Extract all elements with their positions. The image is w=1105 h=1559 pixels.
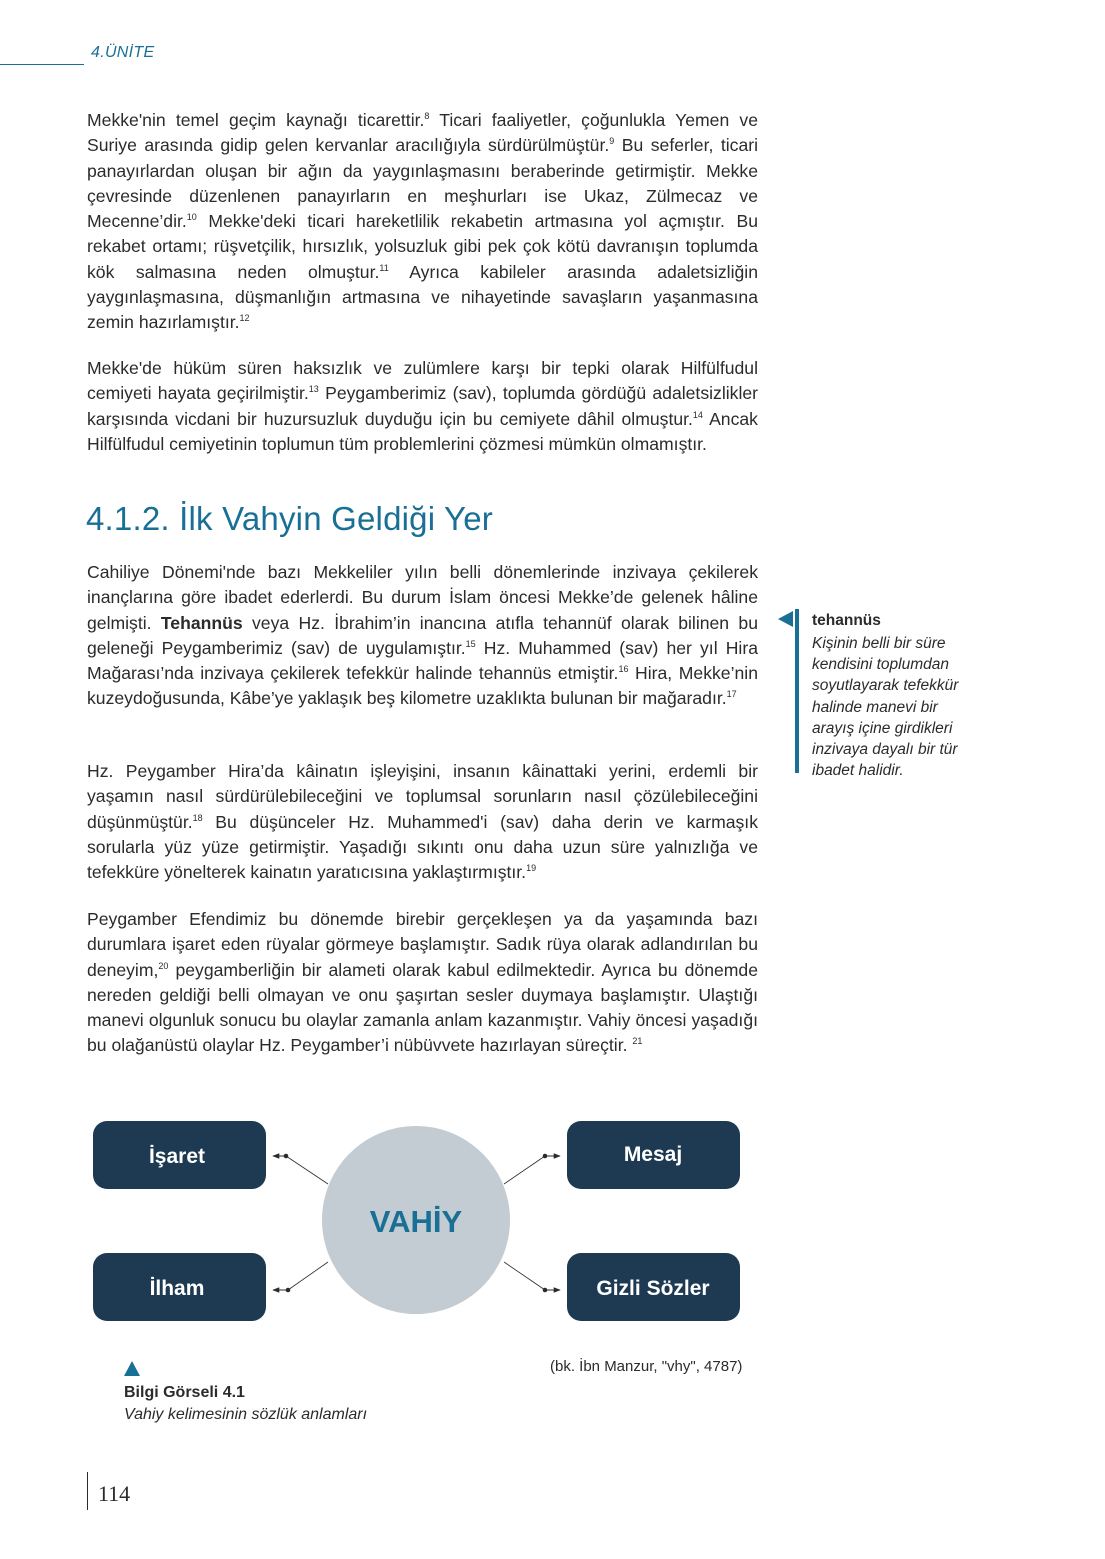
sidebar-term: tehannüs — [812, 612, 881, 629]
node-mesaj — [567, 1121, 740, 1189]
node-gizli-sozler — [567, 1253, 740, 1321]
footnote-ref: 16 — [618, 664, 629, 675]
footnote-ref: 20 — [158, 960, 169, 971]
paragraph-hira: Hz. Peygamber Hira’da kâinatın işleyişini, insanın kâinattaki yerini, erdemli bir yaşamın nasıl sürdürülebileceğini ve toplumsal sorunların nasıl çözülebileceğini düşünmüştür.$^{18}$ Bu düşünceler Hz. Muhammed'i (sav) daha derin ve karmaşık sorularla yüz yüze getirmiştir. Yaşadığı sıkıntı onu daha uzun süre yalnızlığa ve tefekküre yönelterek kainatın yaratıcısına yaklaştırmıştır.$^{19}$ — [87, 761, 758, 883]
footnote-ref: 14 — [692, 409, 703, 420]
footnote-ref: 17 — [726, 689, 737, 700]
bold-term: Tehannüs — [160, 612, 243, 633]
footnote-ref: 21 — [632, 1036, 643, 1047]
footnote-ref: 18 — [192, 812, 203, 823]
paragraph-trade: Mekke'nin temel geçim kaynağı ticarettir.$^8$ Ticari faaliyetler, çoğunlukla Yemen ve Suriye arasında gidip gelen kervanlar aracılığıyla sürdürülmüştür.$^9$ Bu seferler, ticari panayırlardan oluşan bir ağın da yaygınlaşmasını beraberinde getirmiştir. Mekke çevresinde düzenlenen panayırların en meşhurları ise Ukaz, Zülmecaz ve Mecenne’dir.$^{10}$ Mekke'deki ticari hareketlilik rekabetin artmasına yol açmıştır. Bu rekabet ortamı; rüşvetçilik, hırsızlık, yolsuzluk gibi pek çok kötü davranışın toplumda kök salmasına neden olmuştur.$^{11}$ Ayrıca kabileler arasında adaletsizliğin yaygınlaşmasına, düşmanlığın artmasına ve nihayetinde savaşların yaşanmasına zemin hazırlamıştır.$^{12}$ — [87, 110, 758, 333]
footnote-ref: 15 — [465, 639, 476, 650]
unit-label: 4.ÜNİTE — [91, 44, 155, 61]
node-isaret — [93, 1121, 266, 1189]
paragraph-hilfulfudul: Mekke'de hüküm süren haksızlık ve zulümlere karşı bir tepki olarak Hilfülfudul cemiyeti hayata geçirilmiştir.$^{13}$ Peygamberimiz (sav), toplumda gördüğü adaletsizlikler karşısında vicdani bir huzursuzluk duyduğu için bu cemiyete dâhil olmuştur.$^{14}$ Ancak Hilfülfudul cemiyetinin toplumun tüm problemlerini çözmesi mümkün olmamıştır. — [87, 358, 758, 454]
svg-text:İşaret: İşaret — [148, 1145, 206, 1168]
svg-text:Mesaj: Mesaj — [623, 1143, 683, 1166]
figure-source: (bk. İbn Manzur, "vhy", 4787) — [550, 1358, 743, 1375]
connector-top-left — [273, 1154, 328, 1184]
paragraph-tehannus: Cahiliye Dönemi'nde bazı Mekkeliler yılın belli dönemlerinde inzivaya çekilerek inançlarına göre ibadet ederlerdi. Bu durum İslam öncesi Mekke’de gelenek hâline gelmişti. Tehannüs veya Hz. İbrahim’in inancına atıfla tehannüf olarak bilinen bu geleneği Peygamberimiz (sav) de uygulamıştır.$^{15}$ Hz. Muhammed (sav) her yıl Hira Mağarası’nda inzivaya çekilerek tefekkür halinde tehannüs etmiştir.$^{16}$ Hira, Mekke’nin kuzeydoğusunda, Kâbe’ye yaklaşık beş kilometre uzaklıkta bulunan bir mağaradır.$^{17}$ — [87, 562, 758, 709]
footnote-ref: 10 — [186, 212, 197, 223]
page-number: 114 — [98, 1481, 131, 1506]
svg-text:Gizli Sözler: Gizli Sözler — [596, 1277, 710, 1300]
connector-top-right — [504, 1154, 560, 1184]
figure-title: Bilgi Görseli 4.1 — [124, 1384, 245, 1401]
connector-bottom-right — [504, 1262, 560, 1292]
caption-pointer-icon — [124, 1361, 140, 1376]
page-number-rule — [87, 1472, 88, 1510]
footnote-ref: 11 — [379, 262, 389, 273]
footnote-ref: 8 — [424, 111, 430, 122]
paragraph-dreams: Peygamber Efendimiz bu dönemde birebir gerçekleşen ya da yaşamında bazı durumlara işaret eden rüyalar görmeye başlamıştır. Sadık rüya olarak adlandırılan bu deneyim,$^{20}$ peygamberliğin bir alameti olarak kabul edilmektedir. Ayrıca bu dönemde nereden geldiği belli olmayan ve onu şaşırtan sesler duymaya başlamıştır. Ulaştığı manevi olgunluk sonucu bu olaylar zamanla anlam kazanmıştır. Vahiy öncesi yaşadığı bu olağanüstü olaylar Hz. Peygamber’i nübüvvete hazırlayan süreçtir. $^{21}$ — [87, 909, 758, 1056]
footnote-ref: 9 — [609, 136, 615, 147]
node-ilham — [93, 1253, 266, 1321]
sidebar-definition: Kişinin belli bir süre kendisini toplumdan soyutlayarak tefekkür halinde manevi bir arayış içine girdikleri inzivaya dayalı bir tür ibadet halidir. — [812, 635, 959, 780]
footnote-ref: 13 — [308, 384, 319, 395]
connector-bottom-left — [273, 1262, 328, 1292]
section-title: 4.1.2. İlk Vahyin Geldiği Yer — [86, 500, 493, 537]
footnote-ref: 12 — [239, 313, 250, 324]
svg-text:İlham: İlham — [149, 1277, 205, 1300]
footnote-ref: 19 — [526, 863, 537, 874]
center-label: VAHİY — [369, 1204, 463, 1239]
figure-subtitle: Vahiy kelimesinin sözlük anlamları — [124, 1406, 368, 1423]
